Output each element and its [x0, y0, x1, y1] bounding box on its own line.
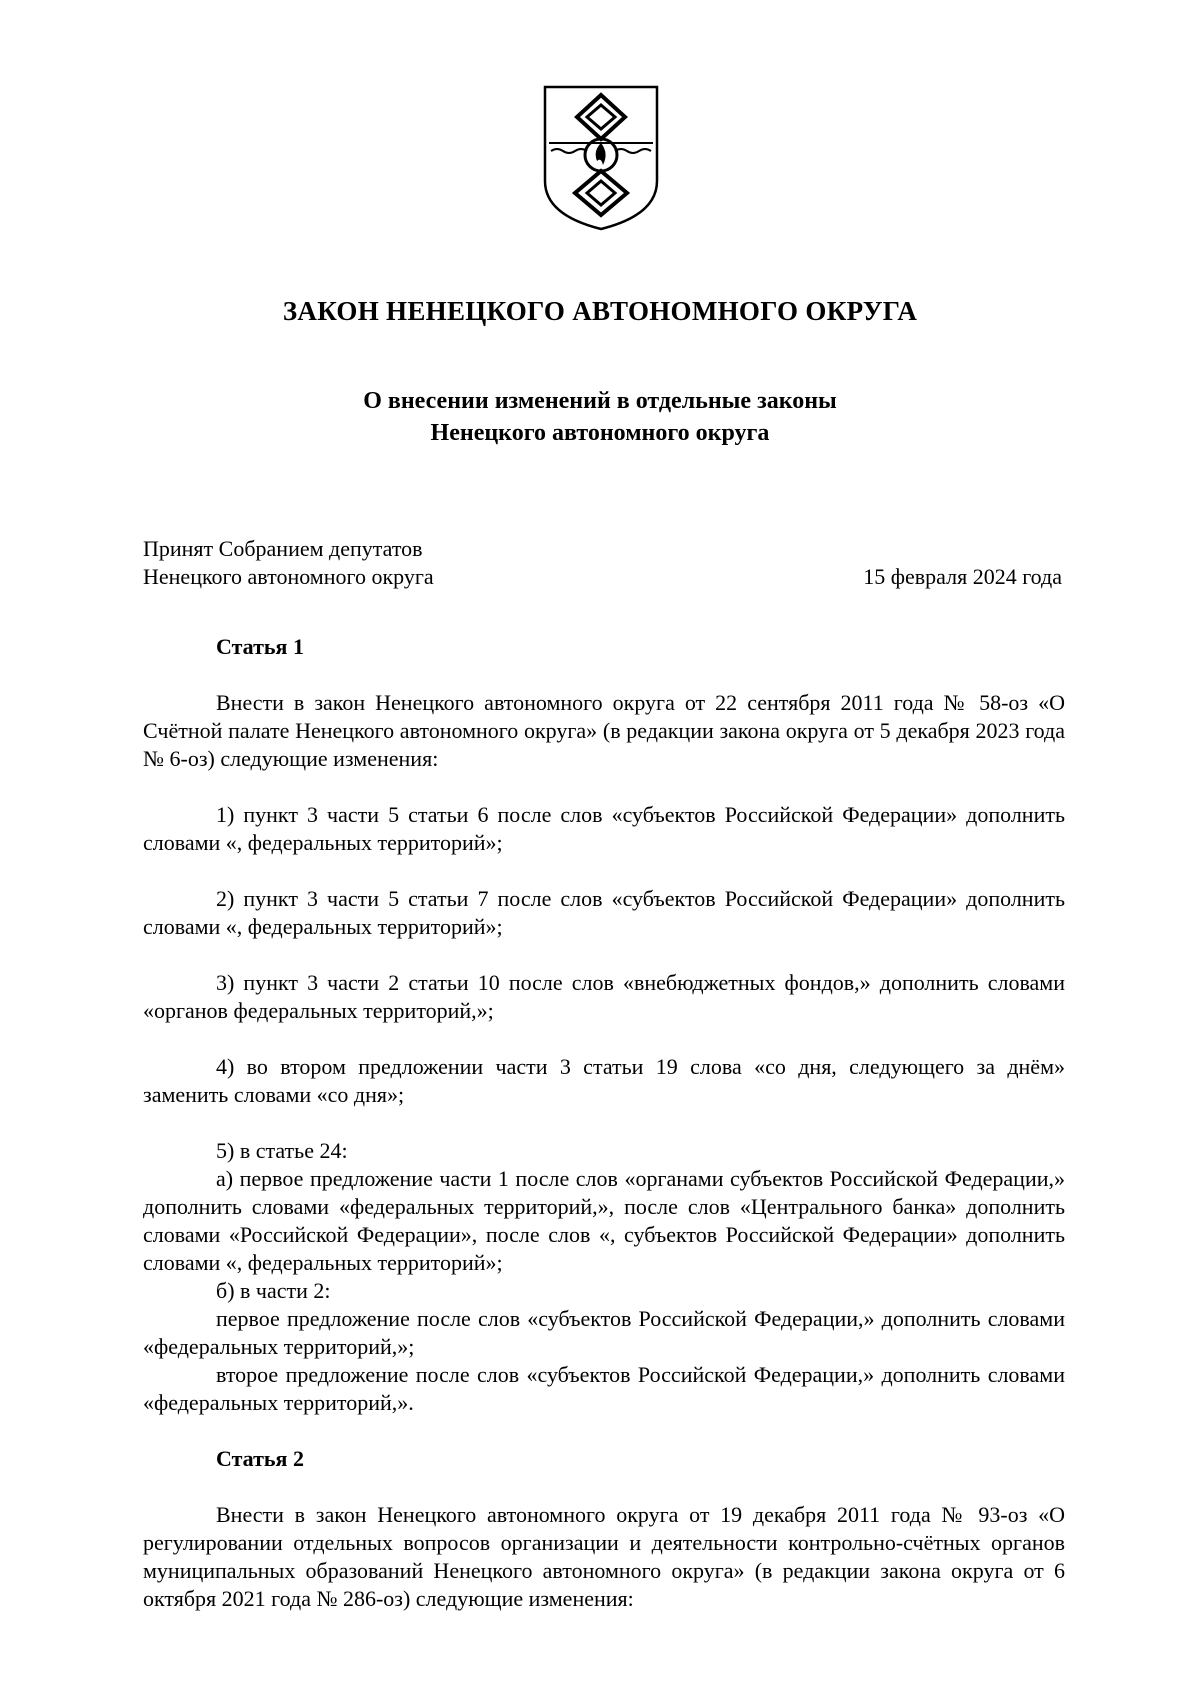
adopted-by-line-2: Ненецкого автономного округа [143, 564, 434, 589]
article-1-item-5: 5) в статье 24: [216, 1138, 348, 1163]
subtitle-line-1: О внесении изменений в отдельные законы [363, 388, 837, 414]
adoption-date: 15 февраля 2024 года [863, 564, 1062, 589]
coat-of-arms-emblem [543, 85, 659, 231]
document-title: ЗАКОН НЕНЕЦКОГО АВТОНОМНОГО ОКРУГА [282, 296, 918, 326]
article-1-heading: Статья 1 [216, 634, 304, 659]
document-subtitle [0, 385, 1200, 449]
article-1-item-1: 1) пункт 3 части 5 статьи 6 после слов «субъектов Российской Федерации» дополнить словами «, федеральных территорий»; [143, 802, 1065, 855]
article-1-item-2: 2) пункт 3 части 5 статьи 7 после слов «субъектов Российской Федерации» дополнить словами «, федеральных территорий»; [143, 886, 1065, 939]
article-1-intro: Внести в закон Ненецкого автономного округа от 22 сентября 2011 года № 58-оз «О Счётной палате Ненецкого автономного округа» (в редакции закона округа от 5 декабря 2023 года № 6-оз) следующие изменения: [143, 690, 1065, 771]
article-1 [143, 633, 1065, 1613]
article-2-heading: Статья 2 [216, 1446, 304, 1471]
subtitle-line-2: Ненецкого автономного округа [430, 420, 770, 446]
article-1-item-3: 3) пункт 3 части 2 статьи 10 после слов «внебюджетных фондов,» дополнить словами «органов федеральных территорий,»; [143, 970, 1065, 1023]
article-1-item-5b-2: второе предложение после слов «субъектов Российской Федерации,» дополнить словами «федеральных территорий,». [143, 1362, 1065, 1415]
adoption-note [143, 535, 434, 591]
adopted-by-line-1: Принят Собранием депутатов [143, 536, 423, 561]
article-1-item-4: 4) во втором предложении части 3 статьи 19 слова «со дня, следующего за днём» заменить словами «со дня»; [143, 1054, 1065, 1107]
article-1-item-5a: а) первое предложение части 1 после слов «органами субъектов Российской Федерации,» дополнить словами «федеральных территорий,», после слов «Центрального банка» дополнить словами «Российской Федерации», после слов «, субъектов Российской Федерации» дополнить словами «, федеральных территорий»; [143, 1166, 1065, 1275]
article-1-item-5b: б) в части 2: [216, 1278, 331, 1303]
article-1-item-5b-1: первое предложение после слов «субъектов Российской Федерации,» дополнить словами «федеральных территорий,»; [143, 1306, 1065, 1359]
article-2-intro: Внести в закон Ненецкого автономного округа от 19 декабря 2011 года № 93-оз «О регулировании отдельных вопросов организации и деятельности контрольно-счётных органов муниципальных образований Ненецкого автономного округа» (в редакции закона округа от 6 октября 2021 года № 286-оз) следующие изменения: [143, 1502, 1065, 1611]
